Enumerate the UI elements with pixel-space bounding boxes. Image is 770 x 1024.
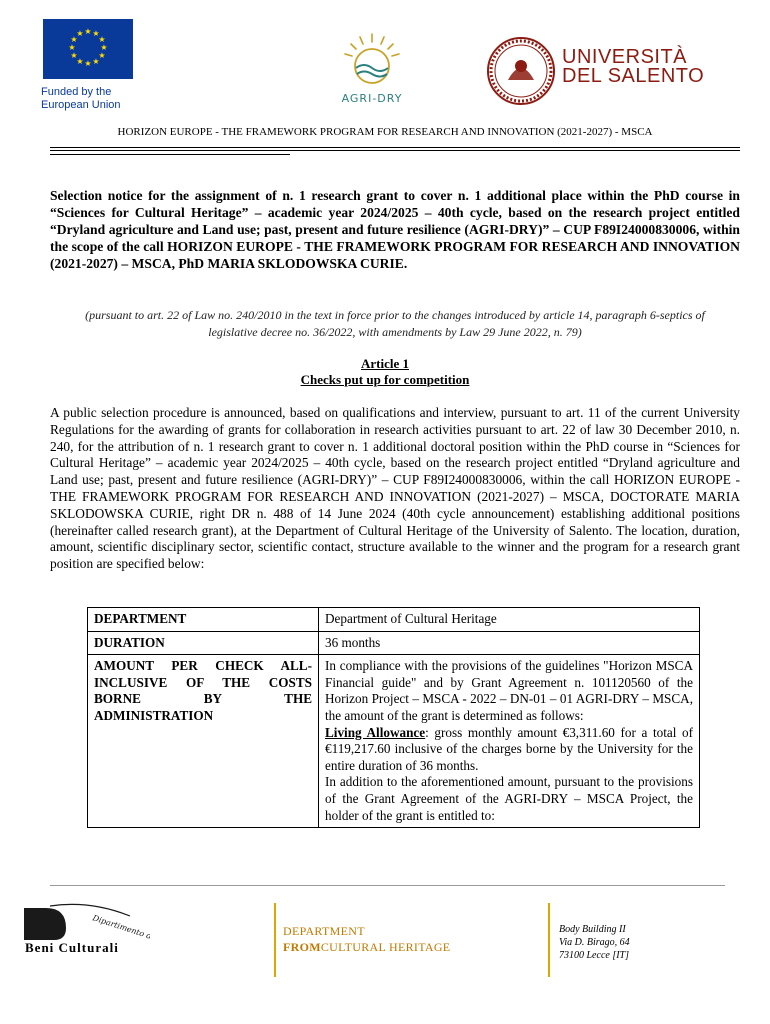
- university-name-line1: UNIVERSITÀ: [562, 46, 688, 68]
- svg-text:★: ★: [84, 59, 92, 68]
- svg-text:★: ★: [76, 29, 84, 38]
- amount-paragraph-1: In compliance with the provisions of the guidelines "Horizon MSCA Financial guide" and by Grant Agreement n. 101120560 of the Horizon Project – MSCA - 2022 – DN-01 – 01 AGRI-DRY – MSCA, the amount of the grant is determined as follows:: [325, 658, 693, 723]
- university-seal-logo: [486, 36, 556, 106]
- program-header-line: HORIZON EUROPE - THE FRAMEWORK PROGRAM FOR RESEARCH AND INNOVATION (2021-2027) - MSCA: [117, 126, 653, 138]
- living-allowance-text: : gross monthly amount €3,311.60 for a total of €119,217.60 inclusive of the charges borne by the University for the entire duration of 36 months.: [325, 724, 693, 773]
- footer-separator-2: [548, 903, 550, 977]
- address-line3: 73100 Lecce [IT]: [559, 950, 629, 961]
- svg-text:★: ★: [100, 43, 108, 52]
- svg-text:★: ★: [70, 51, 78, 60]
- svg-text:★: ★: [76, 57, 84, 66]
- eu-caption-line2: European Union: [41, 99, 121, 111]
- header-divider-2: [50, 150, 740, 151]
- university-name-line2: DEL SALENTO: [562, 65, 705, 87]
- svg-text:★: ★: [84, 27, 92, 36]
- article-body: A public selection procedure is announced, based on qualifications and interview, pursuant to art. 11 of the current University Regulations for the awarding of grants for collaboration in research activities pursuant to art. 22 of law 30 December 2010, n. 240, for the attribution of n. 1 research grant to cover n. 1 additional doctoral position within the PhD course in “Sciences for Cultural Heritage” – academic year 2024/2025 – 40th cycle, based on the research project entitled “Dryland agriculture and Land use; past, present and future resilience (AGRI-DRY)” – CUP F89I24000830006, within the call HORIZON EUROPE - THE FRAMEWORK PROGRAM FOR RESEARCH AND INNOVATION (2021-2027) – MSCA, DOCTORATE MARIA SKLODOWSKA CURIE, right DR n. 488 of 14 June 2024 (40th cycle announcement) establishing additional positions (hereinafter called research grant), at the Department of Cultural Heritage of the University of Salento. The location, duration, amount, scientific disciplinary sector, scientific contact, structure available to the winner and the program for a research grant position are specified below:: [50, 405, 740, 572]
- article-number: Article 1: [360, 356, 409, 371]
- footer-divider: [50, 885, 725, 886]
- university-name: [562, 48, 704, 86]
- svg-text:★: ★: [98, 35, 106, 44]
- svg-text:★: ★: [68, 43, 76, 52]
- living-allowance-label: Living Allowance: [325, 724, 426, 740]
- beni-culturali-text: Beni Culturali: [25, 940, 119, 955]
- beni-logo-arc-text: Dipartimento di: [91, 913, 150, 942]
- svg-text:★: ★: [92, 57, 100, 66]
- footer-dept-from: FROM: [283, 940, 321, 954]
- footer-dept-heritage: CULTURAL HERITAGE: [320, 940, 451, 954]
- pursuant-note: (pursuant to art. 22 of Law no. 240/2010 in the text in force prior to the changes introduced by article 14, paragraph 6-septics of legislative decree no. 36/2022, with amendments by Law 29 June 2022, n. 79): [85, 308, 705, 339]
- svg-text:★: ★: [70, 35, 78, 44]
- agri-dry-logo: [332, 28, 412, 108]
- table-row: [88, 655, 700, 828]
- table-value-duration: 36 months: [319, 631, 700, 655]
- svg-text:★: ★: [92, 29, 100, 38]
- amount-paragraph-3: In addition to the aforementioned amount, pursuant to the provisions of the Grant Agreement of the AGRI-DRY – MSCA Project, the holder of the grant is entitled to:: [325, 774, 693, 823]
- article-title: Checks put up for competition: [300, 372, 470, 387]
- table-key-amount: AMOUNT PER CHECK ALL-INCLUSIVE OF THE COSTS BORNE BY THE ADMINISTRATION: [88, 655, 319, 828]
- address-line1: Body Building II: [559, 924, 626, 935]
- table-key-duration: DURATION: [88, 631, 319, 655]
- header-divider-3: [50, 154, 290, 155]
- header-divider: [50, 147, 740, 148]
- footer-dept-line1: DEPARTMENT: [283, 924, 365, 938]
- table-value-department: Department of Cultural Heritage: [319, 608, 700, 632]
- table-row: [88, 631, 700, 655]
- address-line2: Via D. Birago, 64: [559, 937, 630, 948]
- footer-dept-line2: [283, 940, 450, 955]
- footer-address: [559, 923, 630, 962]
- svg-text:★: ★: [98, 51, 106, 60]
- eu-funding-caption: [41, 86, 121, 112]
- grant-details-table: [87, 607, 700, 828]
- table-key-department: DEPARTMENT: [88, 608, 319, 632]
- notice-title: Selection notice for the assignment of n. 1 research grant to cover n. 1 additional place within the PhD course in “Sciences for Cultural Heritage” – academic year 2024/2025 – 40th cycle, based on the research project entitled “Dryland agriculture and Land use; past, present and future resilience (AGRI-DRY)” – CUP F89I24000830006, within the scope of the call HORIZON EUROPE - THE FRAMEWORK PROGRAM FOR RESEARCH AND INNOVATION (2021-2027) – MSCA, PhD MARIA SKLODOWSKA CURIE.: [50, 188, 740, 271]
- agri-logo-text: AGRI-DRY: [341, 92, 403, 105]
- table-value-amount: [319, 655, 700, 828]
- eu-caption-line1: Funded by the: [41, 86, 112, 98]
- table-row: [88, 608, 700, 632]
- eu-flag-logo: [43, 19, 133, 79]
- amount-paragraph-2: [325, 725, 693, 775]
- footer-separator-1: [274, 903, 276, 977]
